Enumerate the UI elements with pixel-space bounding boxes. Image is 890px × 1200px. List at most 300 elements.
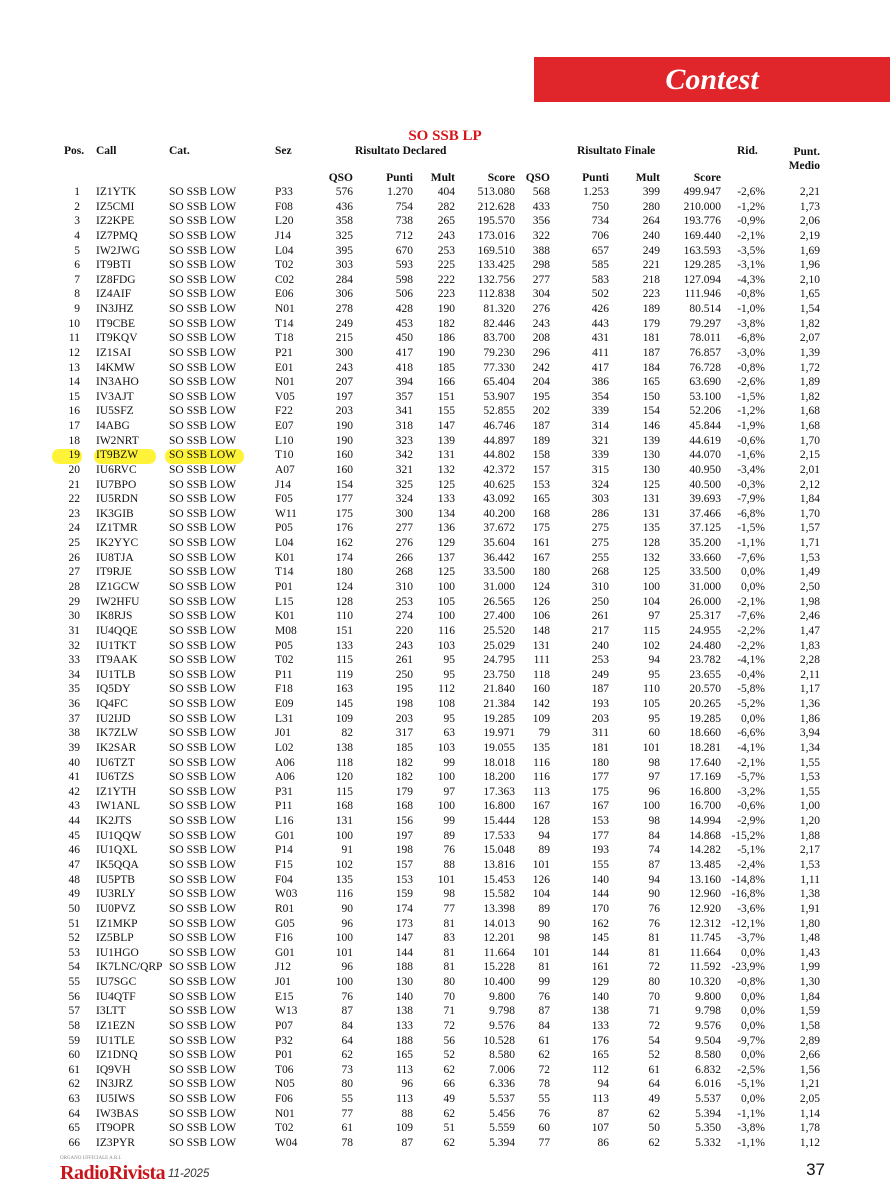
cell-punti2: 339: [591, 405, 609, 418]
cell-sez: M08: [275, 624, 297, 637]
cell-score2: 24.955: [689, 624, 721, 637]
cell-punti2: 706: [591, 229, 609, 242]
cell-qso1: 62: [341, 1049, 353, 1062]
cell-mult1: 108: [437, 698, 455, 711]
cell-score2: 499.947: [683, 186, 721, 198]
cell-mult1: 223: [437, 288, 455, 301]
cell-score1: 195.570: [477, 215, 515, 228]
cell-cat: SO SSB LOW: [169, 917, 237, 930]
cell-qso1: 116: [336, 888, 353, 901]
cell-pos: 24: [68, 522, 80, 535]
cell-punti1: 250: [395, 668, 413, 681]
cell-cat: SO SSB LOW: [169, 800, 237, 813]
cell-qso1: 101: [335, 946, 353, 959]
cell-qso1: 138: [335, 741, 353, 754]
cell-punti1: 168: [395, 800, 413, 813]
cell-score1: 9.798: [489, 1005, 515, 1018]
cell-punti1: 153: [395, 873, 413, 886]
cell-cat: SO SSB LOW: [169, 229, 237, 242]
cell-punti2: 203: [591, 712, 609, 725]
cell-sez: A07: [275, 463, 295, 476]
cell-sez: E07: [275, 420, 294, 433]
cell-pos: 38: [68, 727, 80, 740]
cell-qso1: 303: [335, 259, 353, 272]
cell-cat: SO SSB LOW: [169, 712, 237, 725]
cell-mult1: 95: [443, 712, 455, 725]
cell-med: 1,53: [799, 858, 820, 871]
cell-score1: 8.580: [489, 1049, 515, 1062]
cell-qso2: 126: [532, 595, 550, 608]
cell-sez: N01: [275, 303, 295, 316]
cell-qso1: 120: [335, 771, 353, 784]
cell-score2: 78.011: [689, 332, 721, 345]
cell-pos: 18: [68, 434, 80, 447]
cell-punti1: 325: [395, 478, 413, 491]
logo-tag: ORGANO UFFICIALE A.R.I.: [60, 1156, 122, 1161]
cell-med: 2,01: [799, 463, 820, 476]
cell-punti1: 133: [395, 1019, 413, 1032]
cell-mult2: 264: [642, 215, 660, 228]
cell-med: 1,48: [799, 932, 820, 945]
cell-sez: L31: [275, 712, 294, 725]
cell-punti2: 657: [591, 244, 609, 257]
cell-cat: SO SSB LOW: [169, 522, 237, 535]
cell-mult2: 102: [642, 639, 660, 652]
cell-call: IT9BTI: [96, 259, 132, 272]
cell-mult2: 60: [648, 727, 660, 740]
col-pos: Pos.: [64, 145, 85, 157]
cell-mult1: 62: [443, 1063, 455, 1076]
cell-med: 1,96: [799, 259, 820, 272]
cell-punti1: 341: [395, 405, 413, 418]
cell-mult1: 190: [437, 346, 455, 359]
sub-mult-final: Mult: [635, 172, 660, 184]
cell-score1: 5.394: [489, 1136, 515, 1149]
cell-med: 1,68: [799, 405, 820, 418]
table-row: [0, 362, 890, 375]
cell-punti1: 173: [395, 917, 413, 930]
cell-pos: 11: [68, 332, 80, 345]
cell-pos: 62: [68, 1078, 80, 1091]
cell-punti1: 593: [395, 259, 413, 272]
cell-mult1: 133: [437, 493, 455, 506]
cell-mult2: 70: [648, 990, 660, 1003]
cell-score1: 19.971: [483, 727, 515, 740]
cell-mult2: 87: [648, 858, 660, 871]
cell-qso2: 208: [532, 332, 550, 345]
cell-mult2: 62: [648, 1136, 660, 1149]
cell-call: IU1TLE: [96, 1034, 135, 1047]
cell-sez: P31: [275, 785, 293, 798]
table-row: [0, 1064, 890, 1077]
cell-punti1: 182: [395, 771, 413, 784]
cell-rid: -4,1%: [737, 654, 765, 667]
table-row: [0, 713, 890, 726]
cell-pos: 31: [68, 624, 80, 637]
cell-qso1: 190: [335, 420, 353, 433]
cell-mult1: 72: [443, 1019, 455, 1032]
cell-call: IQ5DY: [96, 683, 131, 696]
cell-qso1: 278: [335, 303, 353, 316]
cell-punti2: 310: [591, 581, 609, 593]
cell-mult1: 166: [437, 376, 455, 389]
cell-rid: -2,4%: [737, 858, 765, 871]
sub-punti-final: Punti: [582, 172, 609, 184]
cell-score2: 6.016: [695, 1078, 721, 1091]
cell-score2: 23.782: [689, 654, 721, 667]
cell-score2: 16.700: [689, 800, 721, 813]
cell-mult1: 95: [443, 654, 455, 667]
table-row: [0, 1035, 890, 1048]
cell-mult2: 100: [642, 581, 660, 593]
cell-mult1: 404: [437, 186, 455, 198]
cell-cat: SO SSB LOW: [169, 961, 237, 974]
cell-punti1: 317: [395, 727, 413, 740]
cell-call: IT9RJE: [96, 566, 132, 579]
cell-rid: -3,2%: [737, 785, 765, 798]
cell-punti2: 750: [591, 200, 609, 213]
cell-qso1: 77: [341, 1107, 353, 1120]
cell-sez: K01: [275, 551, 295, 564]
cell-punti1: 156: [395, 815, 413, 828]
cell-score2: 11.592: [689, 961, 721, 974]
table-row: [0, 537, 890, 550]
cell-mult1: 80: [443, 976, 455, 989]
cell-cat: SO SSB LOW: [169, 1107, 237, 1120]
cell-punti2: 153: [591, 815, 609, 828]
cell-cat: SO SSB LOW: [169, 858, 237, 871]
cell-punti1: 140: [395, 990, 413, 1003]
cell-med: 1,65: [799, 288, 820, 301]
cell-pos: 10: [68, 317, 80, 330]
cell-pos: 19: [68, 449, 80, 462]
cell-cat: SO SSB LOW: [169, 1093, 237, 1106]
cell-score2: 111.946: [684, 288, 721, 301]
cell-cat: SO SSB LOW: [169, 215, 237, 228]
cell-punti2: 193: [591, 844, 609, 857]
cell-punti1: 1.270: [387, 186, 413, 198]
table-row: [0, 698, 890, 711]
cell-med: 2,10: [799, 273, 820, 286]
cell-mult2: 49: [648, 1093, 660, 1106]
cell-punti2: 161: [591, 961, 609, 974]
cell-punti1: 323: [395, 434, 413, 447]
cell-score2: 9.798: [695, 1005, 721, 1018]
cell-mult1: 70: [443, 990, 455, 1003]
cell-punti2: 431: [591, 332, 609, 345]
cell-qso2: 55: [538, 1093, 550, 1106]
sub-mult-declared: Mult: [430, 172, 455, 184]
cell-qso2: 116: [533, 756, 550, 769]
table-row: [0, 493, 890, 506]
cell-rid: -9,7%: [737, 1034, 765, 1047]
cell-mult2: 131: [642, 493, 660, 506]
cell-mult2: 181: [642, 332, 660, 345]
cell-pos: 23: [68, 507, 80, 520]
cell-score1: 7.006: [489, 1063, 515, 1076]
cell-rid: 0,0%: [741, 1005, 765, 1018]
cell-mult2: 98: [648, 815, 660, 828]
cell-mult1: 129: [437, 537, 455, 550]
cell-punti1: 300: [395, 507, 413, 520]
cell-qso1: 80: [341, 1078, 353, 1091]
cell-punti2: 314: [591, 420, 609, 433]
cell-pos: 4: [74, 229, 80, 242]
cell-sez: L04: [275, 244, 294, 257]
cell-cat: SO SSB LOW: [169, 507, 237, 520]
cell-qso1: 87: [341, 1005, 353, 1018]
cell-call: IU4QQE: [96, 624, 138, 637]
cell-qso2: 131: [532, 639, 550, 652]
cell-rid: -3,7%: [737, 932, 765, 945]
cell-pos: 63: [68, 1093, 80, 1106]
cell-rid: -1,6%: [737, 449, 765, 462]
cell-mult2: 101: [642, 741, 660, 754]
table-row: [0, 1108, 890, 1121]
table-row: [0, 610, 890, 623]
cell-score1: 77.330: [483, 361, 515, 374]
cell-rid: -1,9%: [737, 420, 765, 433]
cell-punti1: 165: [395, 1049, 413, 1062]
issue-date: 11-2025: [168, 1168, 210, 1180]
cell-punti1: 253: [395, 595, 413, 608]
cell-score1: 13.398: [483, 902, 515, 915]
cell-cat: SO SSB LOW: [169, 537, 237, 550]
cell-sez: P32: [275, 1034, 293, 1047]
cell-sez: L04: [275, 537, 294, 550]
cell-pos: 25: [68, 537, 80, 550]
cell-mult1: 88: [443, 858, 455, 871]
cell-cat: SO SSB LOW: [169, 902, 237, 915]
col-final: Risultato Finale: [577, 145, 656, 157]
cell-mult2: 94: [648, 654, 660, 667]
cell-punti1: 188: [395, 1034, 413, 1047]
cell-sez: L02: [275, 741, 294, 754]
cell-med: 1,47: [799, 624, 820, 637]
cell-punti2: 585: [591, 259, 609, 272]
cell-punti1: 318: [395, 420, 413, 433]
cell-qso2: 304: [532, 288, 550, 301]
cell-rid: -3,6%: [737, 902, 765, 915]
cell-sez: T02: [275, 259, 294, 272]
cell-qso1: 128: [335, 595, 353, 608]
cell-punti1: 157: [395, 858, 413, 871]
cell-cat: SO SSB LOW: [169, 1136, 237, 1149]
sub-qso-declared: QSO: [328, 172, 353, 184]
cell-score1: 31.000: [483, 581, 515, 593]
cell-qso2: 165: [532, 493, 550, 506]
cell-qso1: 115: [336, 785, 353, 798]
cell-pos: 1: [74, 186, 80, 198]
cell-mult2: 80: [648, 976, 660, 989]
cell-score2: 14.282: [689, 844, 721, 857]
cell-call: IZ8FDG: [96, 273, 136, 286]
cell-call: IU5PTB: [96, 873, 135, 886]
cell-qso2: 89: [538, 844, 550, 857]
cell-sez: F05: [275, 493, 293, 506]
cell-med: 2,19: [799, 229, 820, 242]
cell-qso1: 306: [335, 288, 353, 301]
radiorivista-logo: [60, 1156, 166, 1185]
cell-mult1: 253: [437, 244, 455, 257]
cell-sez: N05: [275, 1078, 295, 1091]
cell-qso1: 154: [335, 478, 353, 491]
cell-mult2: 125: [642, 478, 660, 491]
cell-qso2: 94: [538, 829, 550, 842]
cell-cat: SO SSB LOW: [169, 317, 237, 330]
cell-call: IU7SGC: [96, 976, 137, 989]
cell-punti2: 275: [591, 537, 609, 550]
cell-mult2: 189: [642, 303, 660, 316]
cell-med: 1,59: [799, 1005, 820, 1018]
cell-score1: 15.582: [483, 888, 515, 901]
table-row: [0, 947, 890, 960]
cell-call: IU1TKT: [96, 639, 137, 652]
table-row: [0, 405, 890, 418]
cell-sez: C02: [275, 273, 295, 286]
cell-rid: -3,1%: [737, 259, 765, 272]
cell-punti1: 88: [401, 1107, 413, 1120]
cell-score1: 6.336: [489, 1078, 515, 1091]
cell-mult2: 249: [642, 244, 660, 257]
cell-mult1: 49: [443, 1093, 455, 1106]
cell-med: 2,17: [799, 844, 820, 857]
cell-call: IT9KQV: [96, 332, 138, 345]
cell-qso2: 118: [533, 668, 550, 681]
cell-med: 1,83: [799, 639, 820, 652]
cell-sez: A06: [275, 756, 295, 769]
cell-call: IU2IJD: [96, 712, 131, 725]
cell-call: IK2YYC: [96, 537, 139, 550]
cell-qso2: 242: [532, 361, 550, 374]
cell-cat: SO SSB LOW: [169, 698, 237, 711]
cell-punti2: 133: [591, 1019, 609, 1032]
cell-score2: 20.265: [689, 698, 721, 711]
cell-punti1: 182: [395, 756, 413, 769]
cell-pos: 33: [68, 654, 80, 667]
cell-cat: SO SSB LOW: [169, 1078, 237, 1091]
cell-score1: 18.200: [483, 771, 515, 784]
cell-pos: 65: [68, 1122, 80, 1135]
cell-pos: 34: [68, 668, 80, 681]
cell-call: IK3GIB: [96, 507, 134, 520]
cell-punti2: 113: [592, 1093, 609, 1106]
cell-pos: 12: [68, 346, 80, 359]
cell-rid: -6,6%: [737, 727, 765, 740]
cell-punti2: 303: [591, 493, 609, 506]
cell-mult1: 81: [443, 917, 455, 930]
cell-mult2: 90: [648, 888, 660, 901]
cell-score1: 10.400: [483, 976, 515, 989]
cell-punti1: 87: [401, 1136, 413, 1149]
cell-rid: -14,8%: [731, 873, 765, 886]
cell-punti1: 274: [395, 610, 413, 623]
cell-pos: 16: [68, 405, 80, 418]
cell-pos: 55: [68, 976, 80, 989]
cell-punti1: 144: [395, 946, 413, 959]
cell-call: IW1ANL: [96, 800, 141, 813]
cell-mult1: 62: [443, 1107, 455, 1120]
cell-med: 1,55: [799, 756, 820, 769]
cell-qso2: 61: [538, 1034, 550, 1047]
cell-punti2: 502: [591, 288, 609, 301]
cell-sez: P21: [275, 346, 293, 359]
cell-pos: 40: [68, 756, 80, 769]
cell-score2: 40.500: [689, 478, 721, 491]
cell-score1: 15.048: [483, 844, 515, 857]
cell-cat: SO SSB LOW: [169, 1122, 237, 1135]
cell-cat: SO SSB LOW: [169, 581, 237, 593]
cell-rid: -1,0%: [737, 303, 765, 316]
cell-mult1: 116: [438, 624, 455, 637]
cell-pos: 5: [74, 244, 80, 257]
cell-mult1: 81: [443, 946, 455, 959]
cell-mult2: 105: [642, 698, 660, 711]
cell-call: IU6TZS: [96, 771, 135, 784]
cell-qso2: 98: [538, 932, 550, 945]
cell-sez: W13: [275, 1005, 298, 1018]
cell-punti1: 130: [395, 976, 413, 989]
cell-mult1: 185: [437, 361, 455, 374]
cell-pos: 57: [68, 1005, 80, 1018]
cell-pos: 6: [74, 259, 80, 272]
cell-mult2: 399: [642, 186, 660, 198]
cell-pos: 15: [68, 390, 80, 403]
cell-score1: 40.200: [483, 507, 515, 520]
cell-punti1: 266: [395, 551, 413, 564]
cell-qso2: 99: [538, 976, 550, 989]
cell-qso1: 162: [335, 537, 353, 550]
cell-score1: 52.855: [483, 405, 515, 418]
cell-med: 2,50: [799, 581, 820, 593]
cell-qso1: 96: [341, 961, 353, 974]
cell-qso2: 126: [532, 873, 550, 886]
cell-score1: 5.559: [489, 1122, 515, 1135]
cell-cat: SO SSB LOW: [169, 551, 237, 564]
cell-pos: 54: [68, 961, 80, 974]
cell-rid: -0,6%: [737, 800, 765, 813]
cell-score1: 46.746: [483, 420, 515, 433]
cell-mult2: 187: [642, 346, 660, 359]
cell-punti1: 268: [395, 566, 413, 579]
table-row: [0, 288, 890, 301]
cell-qso2: 158: [532, 449, 550, 462]
table-row: [0, 318, 890, 331]
cell-sez: J14: [275, 229, 291, 242]
cell-call: IZ1SAI: [96, 346, 132, 359]
cell-punti2: 181: [591, 741, 609, 754]
cell-med: 1,89: [799, 376, 820, 389]
cell-med: 1,72: [799, 361, 820, 374]
cell-rid: -0,3%: [737, 478, 765, 491]
cell-qso1: 163: [335, 683, 353, 696]
cell-call: IK2SAR: [96, 741, 137, 754]
table-row: [0, 888, 890, 901]
table-row: [0, 391, 890, 404]
col-call: Call: [96, 145, 117, 157]
cell-punti2: 249: [591, 668, 609, 681]
cell-score2: 19.285: [689, 712, 721, 725]
cell-sez: K01: [275, 610, 295, 623]
cell-mult2: 146: [642, 420, 660, 433]
cell-call: IZ2KPE: [96, 215, 135, 228]
cell-mult2: 96: [648, 785, 660, 798]
cell-qso1: 131: [335, 815, 353, 828]
cell-sez: P01: [275, 581, 293, 593]
cell-pos: 43: [68, 800, 80, 813]
cell-mult2: 184: [642, 361, 660, 374]
cell-call: IZ1YTK: [96, 186, 137, 198]
